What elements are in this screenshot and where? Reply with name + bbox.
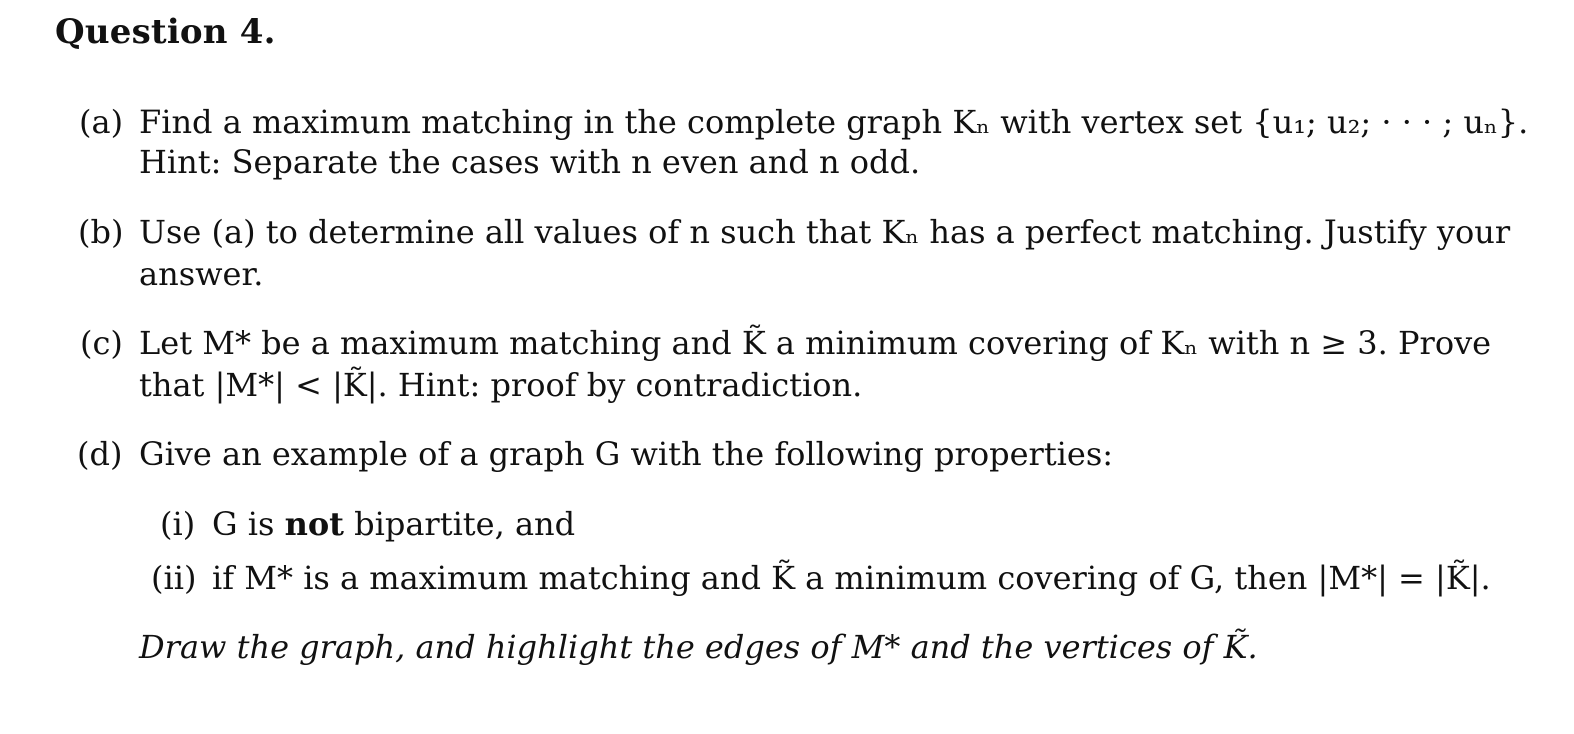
- part-a-label: (a): [79, 103, 124, 141]
- part-a-line-1: Find a maximum matching in the complete graph Kₙ with vertex set {u₁; u₂; · · · ; uₙ}.: [139, 103, 1529, 141]
- part-c-line-2: that |M*| < |K̃|. Hint: proof by contradiction.: [139, 366, 863, 404]
- part-d-item-i-text: [212, 505, 575, 543]
- part-d-item-ii-label: (ii): [151, 559, 197, 597]
- part-c-label: (c): [80, 324, 123, 362]
- part-d-item-i-post: bipartite, and: [343, 505, 576, 543]
- part-d-item-i-bold: not: [284, 505, 344, 543]
- part-d-label: (d): [77, 435, 123, 473]
- part-d-closing-instruction: Draw the graph, and highlight the edges of M* and the vertices of K̃.: [139, 628, 1258, 666]
- question-title: Question 4.: [55, 12, 276, 52]
- part-b-label: (b): [78, 213, 124, 251]
- part-c-line-1: Let M* be a maximum matching and K̃ a minimum covering of Kₙ with n ≥ 3. Prove: [139, 324, 1492, 362]
- part-b-line-1: Use (a) to determine all values of n such that Kₙ has a perfect matching. Justify your: [139, 213, 1511, 251]
- part-d-line-1: Give an example of a graph G with the following properties:: [139, 435, 1114, 473]
- part-a-line-2: Hint: Separate the cases with n even and n odd.: [139, 143, 921, 181]
- part-d-item-i-pre: G is: [212, 505, 285, 543]
- part-d-item-ii-text: if M* is a maximum matching and K̃ a minimum covering of G, then |M*| = |K̃|.: [212, 559, 1491, 597]
- part-b-line-2: answer.: [139, 255, 264, 293]
- part-d-item-i-label: (i): [160, 505, 196, 543]
